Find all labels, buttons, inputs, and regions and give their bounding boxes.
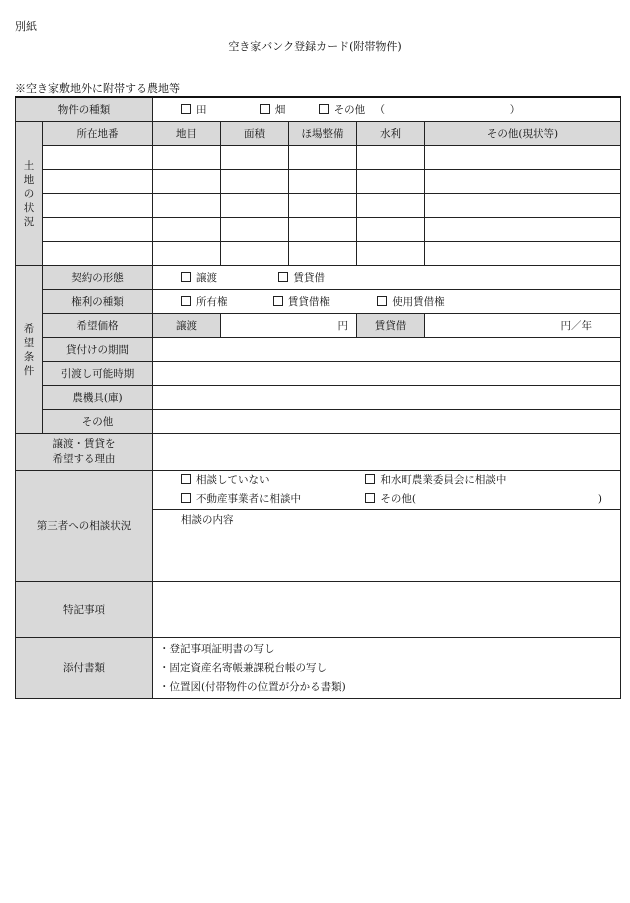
land-col-other: その他(現状等)	[425, 122, 621, 146]
contract-form-label: 契約の形態	[43, 266, 153, 290]
checkbox-icon[interactable]	[181, 474, 191, 484]
checkbox-icon[interactable]	[181, 296, 191, 306]
lease-period-row	[16, 338, 621, 362]
lease-period-label: 貸付けの期間	[43, 338, 153, 362]
checkbox-icon[interactable]	[181, 272, 191, 282]
documents-label: 添付書類	[16, 638, 153, 699]
consult-committee-option[interactable]: 和水町農業委員会に相談中	[365, 474, 506, 486]
land-row	[16, 194, 621, 218]
documents-row	[16, 638, 621, 699]
special-notes-row	[16, 582, 621, 638]
other-paren-open: （	[374, 103, 386, 116]
other-paren-close: ）	[509, 103, 521, 116]
right-type-row	[16, 290, 621, 314]
checkbox-icon[interactable]	[181, 104, 191, 114]
land-col-water: 水利	[357, 122, 425, 146]
lease-period-input[interactable]	[153, 338, 621, 362]
property-type-row	[16, 97, 621, 122]
checkbox-icon[interactable]	[365, 493, 375, 503]
price-lease-value[interactable]: 円／年	[425, 314, 621, 338]
land-col-improvement: ほ場整備	[289, 122, 357, 146]
land-col-category: 地目	[153, 122, 221, 146]
right-ownership-option[interactable]: 所有権	[181, 295, 228, 309]
document-item: ・位置図(付帯物件の位置が分かる書類)	[159, 681, 346, 693]
document-item: ・固定資産名寄帳兼課税台帳の写し	[159, 662, 327, 674]
consultation-content-label: 相談の内容	[181, 514, 234, 526]
handover-input[interactable]	[153, 362, 621, 386]
land-header-row	[16, 122, 621, 146]
property-type-field[interactable]: 畑	[260, 103, 286, 117]
property-type-label: 物件の種類	[16, 97, 153, 122]
document-item: ・登記事項証明書の写し	[159, 643, 275, 655]
checkbox-icon[interactable]	[278, 272, 288, 282]
consultation-options-row	[16, 471, 621, 510]
consult-other-close: )	[597, 493, 603, 505]
form-note: ※空き家敷地外に附帯する農地等	[15, 82, 180, 95]
contract-transfer-option[interactable]: 譲渡	[181, 271, 217, 285]
land-col-location: 所在地番	[43, 122, 153, 146]
conditions-section-label: 希望条件	[16, 266, 43, 434]
consultation-label: 第三者への相談状況	[16, 471, 153, 582]
consult-other-option[interactable]: その他(	[365, 493, 416, 505]
checkbox-icon[interactable]	[319, 104, 329, 114]
handover-label: 引渡し可能時期	[43, 362, 153, 386]
property-type-rice[interactable]: 田	[181, 103, 207, 117]
machinery-input[interactable]	[153, 386, 621, 410]
reason-input[interactable]	[153, 434, 621, 471]
machinery-row	[16, 386, 621, 410]
price-label: 希望価格	[43, 314, 153, 338]
registration-form	[15, 96, 621, 699]
land-row	[16, 146, 621, 170]
checkbox-icon[interactable]	[365, 474, 375, 484]
reason-row	[16, 434, 621, 471]
price-lease-label: 賃貸借	[357, 314, 425, 338]
right-type-label: 権利の種類	[43, 290, 153, 314]
checkbox-icon[interactable]	[377, 296, 387, 306]
land-row	[16, 242, 621, 266]
checkbox-icon[interactable]	[260, 104, 270, 114]
consult-none-option[interactable]: 相談していない	[181, 471, 362, 490]
checkbox-icon[interactable]	[181, 493, 191, 503]
conditions-other-row	[16, 410, 621, 434]
conditions-other-label: その他	[43, 410, 153, 434]
special-notes-label: 特記事項	[16, 582, 153, 638]
right-loan-option[interactable]: 使用賃借権	[377, 295, 445, 309]
page-title: 空き家バンク登録カード(附帯物件)	[228, 40, 402, 53]
handover-row	[16, 362, 621, 386]
attachment-label: 別紙	[15, 20, 37, 33]
land-section-label: 土地の状況	[16, 122, 43, 266]
checkbox-icon[interactable]	[273, 296, 283, 306]
land-col-area: 面積	[221, 122, 289, 146]
reason-label: 譲渡・賃貸を 希望する理由	[16, 434, 153, 471]
machinery-label: 農機具(庫)	[43, 386, 153, 410]
special-notes-input[interactable]	[153, 582, 621, 638]
price-transfer-value[interactable]: 円	[221, 314, 357, 338]
consultation-content-input[interactable]	[153, 510, 621, 582]
land-row	[16, 218, 621, 242]
land-row	[16, 170, 621, 194]
price-transfer-label: 譲渡	[153, 314, 221, 338]
contract-lease-option[interactable]: 賃貸借	[278, 271, 325, 285]
price-row	[16, 314, 621, 338]
right-lease-option[interactable]: 賃貸借権	[273, 295, 330, 309]
contract-form-row	[16, 266, 621, 290]
consult-realtor-option[interactable]: 不動産事業者に相談中	[181, 490, 362, 509]
conditions-other-input[interactable]	[153, 410, 621, 434]
property-type-other[interactable]: その他	[319, 103, 366, 117]
